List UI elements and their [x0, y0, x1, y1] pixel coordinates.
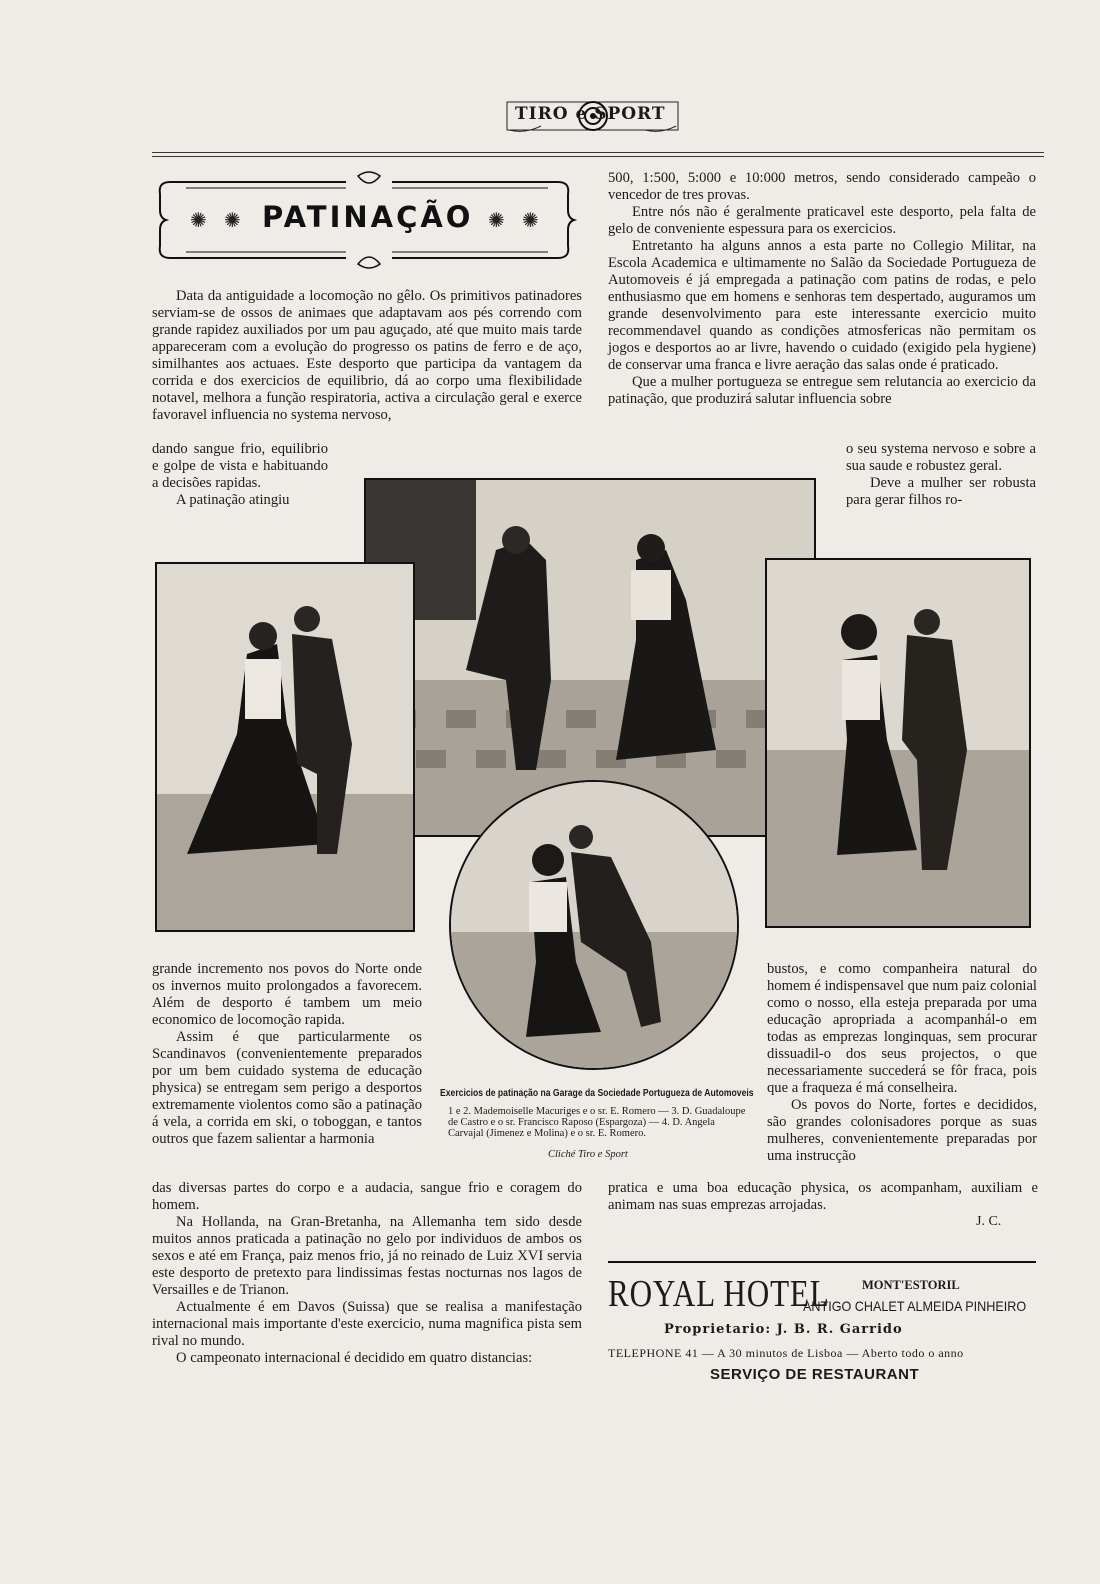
masthead-text: TIRO e SPORT — [515, 104, 666, 124]
star-ornament-icon: ✺ — [190, 208, 207, 232]
ad-phone: TELEPHONE 41 — A 30 minutos de Lisboa — Aberto todo o anno — [608, 1346, 964, 1360]
star-ornament-icon: ✺ — [488, 208, 505, 232]
article-col2-bottom-full: pratica e uma boa educação physica, os acompanham, auxiliam e animam nas suas emprezas arrojadas. — [608, 1180, 1038, 1213]
article-col2-top: 500, 1:500, 5:000 e 10:000 metros, sendo considerado campeão o vencedor de tres provas. Entre nós não é geralmente praticavel este desporto, pela falta de gelo de conveniente espessura para os exercicios. Entretanto ha alguns annos a esta parte no Collegio Militar, na Escola Academica e ultimamente no Salão da Sociedade Portugueza de Automoveis é já empregada a patinação com patins de rodas, e pelo enthusiasmo que em homens e senhoras tem despertado, auguramos um grande desenvolvimento para este interessante exercicio muito recommendavel quando as condições atmosfericas não permitam os jogos e desportos ao ar livre, havendo o cuidado (exigido pela hygiene) de conservar uma franca e livre aeração das salas onde é praticado. Que a mulher portugueza se entregue sem relutancia ao exercicio da patinação, que produzirá salutar influencia sobre — [608, 170, 1036, 407]
article-col2-wrap: o seu systema nervoso e sobre a sua saude e robustez geral. Deve a mulher ser robusta para gerar filhos ro- — [846, 441, 1036, 508]
ad-hotel-name: ROYAL HOTEL — [608, 1273, 830, 1315]
photo-skaters-left — [155, 562, 415, 932]
article-title: PATINAÇÃO — [262, 200, 474, 234]
article-signature: J. C. — [976, 1214, 1002, 1229]
ad-service: SERVIÇO DE RESTAURANT — [710, 1366, 920, 1383]
ad-subtitle: ANTIGO CHALET ALMEIDA PINHEIRO — [803, 1298, 1027, 1314]
star-ornament-icon: ✺ — [522, 208, 539, 232]
ad-place: MONT'ESTORIL — [862, 1278, 960, 1292]
top-rule — [152, 152, 1044, 153]
ad-owner: Proprietario: J. B. R. Garrido — [664, 1322, 903, 1337]
caption-credit: Cliché Tiro e Sport — [548, 1149, 628, 1160]
ad-top-rule — [608, 1261, 1036, 1263]
star-ornament-icon: ✺ — [224, 208, 241, 232]
photo-skaters-circle — [449, 780, 739, 1070]
article-col1-wrap: dando sangue frio, equilibrio e golpe de vista e habituando a decisões rapidas. A patinação atingiu — [152, 441, 328, 508]
article-col1-top: Data da antiguidade a locomoção no gêlo. Os primitivos patinadores serviam-se de ossos de animaes que adaptavam aos pés correndo com grande rapidez auxiliados por um pau aguçado, até que muito mais tarde appareceram com a evolução do progresso os patins de ferro e de aço, similhantes aos actuaes. Este desporto que participa da vantagem da corrida e dos exercicios de equilibrio, dá ao corpo uma flexibilidade notavel, melhora a função respiratoria, activa a circulação geral e exerce favoravel influencia no systema nervoso, — [152, 288, 582, 423]
article-col2-bottom: bustos, e como companheira natural do homem é indispensavel que num paiz colonial como o nosso, ella esteja preparada por uma educação apropriada a acompanhál-o em todas as emprezas longinquas, sem procurar dissuadil-o dos seus projectos, o que necessariamente succederá se fôr fraca, pois que a fraqueza é má conselheira. Os povos do Norte, fortes e decididos, são grandes colonisadores porque as suas mulheres, convenientemente preparadas por uma instrucção — [767, 961, 1037, 1164]
article-col1-bottom-full: das diversas partes do corpo e a audacia, sangue frio e coragem do homem. Na Hollanda, na Gran-Bretanha, na Allemanha tem sido desde muitos annos praticada a patinação no gelo por individuos de ambos os sexos e até em França, paiz menos frio, já no reinado de Luiz XVI servia este desporto de pretexto para lindissimas festas nocturnas nos lagos de Versailles e de Trianon. Actualmente é em Davos (Suissa) que se realisa a manifestação internacional mais importante d'este exercicio, numa magnifica pista sem rival no mundo. O campeonato internacional é decidido em quatro distancias: — [152, 1180, 582, 1366]
article-col1-bottom: grande incremento nos povos do Norte onde os invernos muito prolongados a favorecem. Além de desporto é tambem um meio economico de locomoção rapida. Assim é que particularmente os Scandinavos (convenientemente preparados por um bem cuidado systema de educação physica) se entregam sem perigo a desportos extremamente violentos como são a patinação á vela, a corrida em ski, o toboggan, e tantos outros que fazem salientar a harmonia — [152, 961, 422, 1147]
caption-title: Exercicios de patinação na Garage da Sociedade Portugueza de Automoveis — [440, 1087, 754, 1099]
photo-skaters-right — [765, 558, 1031, 928]
caption-text: 1 e 2. Mademoiselle Macuriges e o sr. E. Romero — 3. D. Guadaloupe de Castro e o sr. Francisco Raposo (Espargoza) — 4. D. Angela Carvajal (Jimenez e Molina) e o sr. E. Romero. — [448, 1106, 746, 1139]
top-rule-second — [152, 156, 1044, 157]
